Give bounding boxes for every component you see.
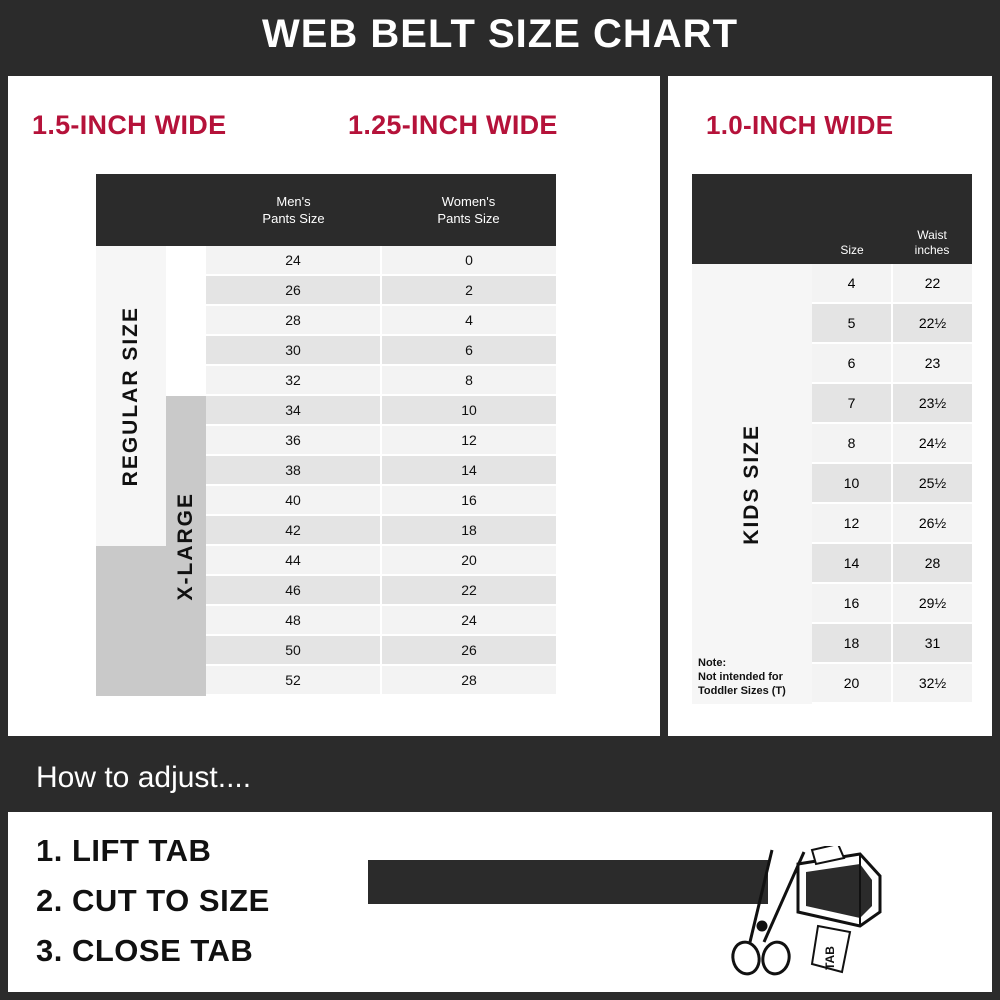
adult-group-xlarge-label: X-LARGE (174, 491, 197, 601)
kids-waist-cell: 24½ (893, 424, 972, 464)
kids-waist-cell: 23½ (893, 384, 972, 424)
kids-size-cell: 12 (812, 504, 893, 544)
adult-womens-size-cell: 12 (382, 426, 556, 456)
kids-waist-cell: 28 (893, 544, 972, 584)
adult-womens-size-cell: 10 (382, 396, 556, 426)
label-1-5-inch-wide: 1.5-INCH WIDE (32, 110, 227, 140)
adult-header-mens-line1: Men's (276, 194, 311, 209)
kids-size-cell: 14 (812, 544, 893, 584)
kids-waist-cell: 31 (893, 624, 972, 664)
adult-mens-size-cell: 30 (206, 336, 382, 366)
adult-header-mens-line2: Pants Size (262, 211, 325, 226)
adult-womens-size-cell: 8 (382, 366, 556, 396)
kids-note-line1: Note: (698, 657, 727, 669)
howto-step-1: 1. LIFT TAB (36, 833, 212, 868)
adult-mens-size-cell: 38 (206, 456, 382, 486)
kids-header-waist-line2: inches (914, 243, 950, 257)
kids-width-labels (668, 110, 992, 150)
adult-header-spacer (96, 174, 206, 246)
kids-waist-cell: 32½ (893, 664, 972, 704)
label-1-0-inch-wide: 1.0-INCH WIDE (706, 110, 894, 140)
belt-illustration (368, 846, 968, 986)
adult-womens-size-cell: 18 (382, 516, 556, 546)
page-title: WEB BELT SIZE CHART (261, 11, 738, 56)
adult-womens-size-cell: 2 (382, 276, 556, 306)
tab-pull-icon (812, 926, 850, 972)
adult-womens-size-cell: 4 (382, 306, 556, 336)
howto-bar (8, 744, 992, 812)
kids-size-cell: 10 (812, 464, 893, 504)
kids-size-cell: 7 (812, 384, 893, 424)
kids-panel (668, 76, 992, 736)
adult-womens-size-cell: 26 (382, 636, 556, 666)
kids-waist-cell: 22½ (893, 304, 972, 344)
kids-size-cell: 20 (812, 664, 893, 704)
adult-panel (8, 76, 660, 736)
adult-womens-size-cell: 16 (382, 486, 556, 516)
scissors-icon (730, 850, 804, 976)
adult-header-womens (381, 174, 556, 246)
adult-side-group-fill (96, 546, 166, 696)
kids-note-line2: Not intended for (698, 671, 783, 683)
kids-header-waist (892, 174, 972, 264)
adult-womens-size-cell: 28 (382, 666, 556, 696)
kids-group-label: KIDS SIZE (740, 423, 763, 545)
adult-mens-size-cell: 26 (206, 276, 382, 306)
adult-mens-size-cell: 40 (206, 486, 382, 516)
kids-waist-cell: 25½ (893, 464, 972, 504)
belt-buckle-icon (798, 854, 880, 926)
adult-group-regular-size (96, 246, 166, 546)
adult-header-womens-line2: Pants Size (437, 211, 500, 226)
adult-womens-size-cell: 6 (382, 336, 556, 366)
adult-mens-size-cell: 36 (206, 426, 382, 456)
adult-mens-size-cell: 44 (206, 546, 382, 576)
kids-size-cell: 8 (812, 424, 893, 464)
howto-steps-area (8, 812, 992, 992)
adult-womens-size-cell: 20 (382, 546, 556, 576)
kids-waist-cell: 29½ (893, 584, 972, 624)
kids-size-cell: 18 (812, 624, 893, 664)
adult-table-body (96, 246, 556, 696)
kids-group-label-column (692, 264, 812, 704)
howto-title: How to adjust.... (36, 761, 252, 794)
adult-mens-size-cell: 32 (206, 366, 382, 396)
tab-label: TAB (823, 946, 837, 970)
howto-step-3: 3. CLOSE TAB (36, 933, 254, 968)
adult-header-mens (206, 174, 381, 246)
adult-header-womens-line1: Women's (441, 194, 496, 209)
adult-womens-size-cell: 22 (382, 576, 556, 606)
adult-mens-size-cell: 48 (206, 606, 382, 636)
adult-mens-size-cell: 42 (206, 516, 382, 546)
adult-size-table (96, 174, 556, 696)
adult-table-header (96, 174, 556, 246)
kids-size-cell: 5 (812, 304, 893, 344)
adult-group-regular-label: REGULAR SIZE (119, 305, 142, 487)
kids-header-waist-line1: Waist (917, 228, 947, 242)
label-1-25-inch-wide: 1.25-INCH WIDE (348, 110, 558, 140)
adult-mens-size-cell: 34 (206, 396, 382, 426)
page-header (0, 0, 1000, 68)
kids-size-table (692, 174, 972, 704)
panels-row (8, 76, 992, 736)
howto-step-2: 2. CUT TO SIZE (36, 883, 270, 918)
adult-womens-size-cell: 14 (382, 456, 556, 486)
kids-waist-cell: 26½ (893, 504, 972, 544)
kids-waist-cell: 23 (893, 344, 972, 384)
kids-size-cell: 16 (812, 584, 893, 624)
adult-mens-size-cell: 24 (206, 246, 382, 276)
kids-size-cell: 4 (812, 264, 893, 304)
kids-table-header (692, 174, 972, 264)
kids-note-line3: Toddler Sizes (T) (698, 685, 786, 697)
scissors-and-buckle-art (368, 846, 968, 986)
adult-womens-size-cell: 0 (382, 246, 556, 276)
kids-header-size (812, 174, 892, 264)
kids-header-spacer (692, 174, 812, 264)
adult-mens-size-cell: 28 (206, 306, 382, 336)
adult-mens-size-cell: 46 (206, 576, 382, 606)
adult-group-x-large (166, 396, 206, 696)
adult-womens-size-cell: 24 (382, 606, 556, 636)
kids-waist-cell: 22 (893, 264, 972, 304)
adult-mens-size-cell: 52 (206, 666, 382, 696)
kids-note (698, 656, 810, 698)
howto-steps-list (36, 826, 270, 976)
kids-table-body (692, 264, 972, 704)
adult-mens-size-cell: 50 (206, 636, 382, 666)
kids-size-cell: 6 (812, 344, 893, 384)
kids-header-size-label: Size (840, 243, 864, 257)
adult-width-labels (8, 110, 660, 150)
